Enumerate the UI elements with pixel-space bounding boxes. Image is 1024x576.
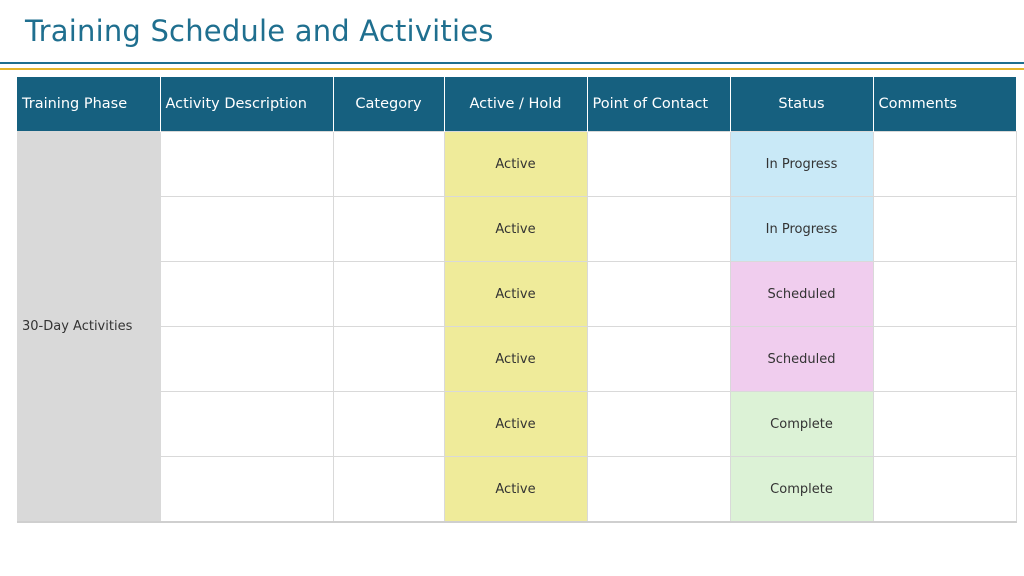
table-row bbox=[17, 327, 1016, 392]
comments-cell[interactable] bbox=[873, 197, 1016, 262]
title-divider-gold bbox=[0, 68, 1024, 70]
header-active-hold: Active / Hold bbox=[444, 77, 587, 132]
table-row bbox=[17, 132, 1016, 197]
header-comments: Comments bbox=[873, 77, 1016, 132]
point-of-contact-cell[interactable] bbox=[587, 392, 730, 457]
activity-description-cell[interactable] bbox=[160, 457, 333, 523]
point-of-contact-cell[interactable] bbox=[587, 197, 730, 262]
category-cell[interactable] bbox=[333, 327, 444, 392]
title-divider-blue bbox=[0, 62, 1024, 64]
activity-description-cell[interactable] bbox=[160, 262, 333, 327]
status-cell: In Progress bbox=[730, 197, 873, 262]
status-cell: Complete bbox=[730, 392, 873, 457]
category-cell[interactable] bbox=[333, 457, 444, 523]
point-of-contact-cell[interactable] bbox=[587, 457, 730, 523]
activity-description-cell[interactable] bbox=[160, 197, 333, 262]
header-status: Status bbox=[730, 77, 873, 132]
status-cell: In Progress bbox=[730, 132, 873, 197]
point-of-contact-cell[interactable] bbox=[587, 262, 730, 327]
comments-cell[interactable] bbox=[873, 262, 1016, 327]
header-point-of-contact: Point of Contact bbox=[587, 77, 730, 132]
status-cell: Scheduled bbox=[730, 327, 873, 392]
table-row bbox=[17, 197, 1016, 262]
comments-cell[interactable] bbox=[873, 327, 1016, 392]
header-training-phase: Training Phase bbox=[17, 77, 160, 132]
active-hold-cell: Active bbox=[444, 457, 587, 523]
training-schedule-table bbox=[17, 77, 1017, 523]
activity-description-cell[interactable] bbox=[160, 392, 333, 457]
status-cell: Scheduled bbox=[730, 262, 873, 327]
header-category: Category bbox=[333, 77, 444, 132]
table-row bbox=[17, 457, 1016, 523]
active-hold-cell: Active bbox=[444, 327, 587, 392]
table-row bbox=[17, 392, 1016, 457]
category-cell[interactable] bbox=[333, 132, 444, 197]
table-header-row bbox=[17, 77, 1016, 132]
comments-cell[interactable] bbox=[873, 392, 1016, 457]
category-cell[interactable] bbox=[333, 392, 444, 457]
activity-description-cell[interactable] bbox=[160, 327, 333, 392]
status-cell: Complete bbox=[730, 457, 873, 523]
active-hold-cell: Active bbox=[444, 392, 587, 457]
active-hold-cell: Active bbox=[444, 132, 587, 197]
page-title: Training Schedule and Activities bbox=[25, 14, 494, 48]
header-activity-description: Activity Description bbox=[160, 77, 333, 132]
category-cell[interactable] bbox=[333, 262, 444, 327]
training-phase-cell: 30-Day Activities bbox=[17, 132, 160, 523]
table-row bbox=[17, 262, 1016, 327]
active-hold-cell: Active bbox=[444, 262, 587, 327]
point-of-contact-cell[interactable] bbox=[587, 327, 730, 392]
comments-cell[interactable] bbox=[873, 457, 1016, 523]
point-of-contact-cell[interactable] bbox=[587, 132, 730, 197]
activity-description-cell[interactable] bbox=[160, 132, 333, 197]
active-hold-cell: Active bbox=[444, 197, 587, 262]
category-cell[interactable] bbox=[333, 197, 444, 262]
comments-cell[interactable] bbox=[873, 132, 1016, 197]
